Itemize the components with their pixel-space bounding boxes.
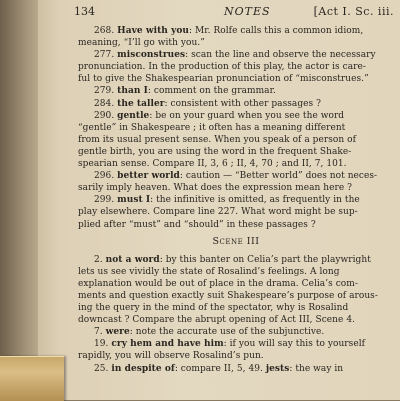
note-term: misconstrues [117, 50, 186, 61]
note-term: must I [117, 195, 151, 206]
note-line [78, 363, 394, 375]
note-line: meaning, “I’ll go with you.” [78, 38, 205, 49]
running-header [72, 5, 394, 21]
note-line [78, 326, 394, 338]
note-term: the taller [117, 98, 165, 109]
note-number: 299. [94, 195, 118, 206]
note-line: from its usual present sense. When you speak of a person of [78, 134, 356, 145]
note-text: : be on your guard when you see the word [149, 110, 345, 121]
note-term: cry hem and have him [111, 339, 224, 350]
note-line: ments and question exactly suit Shakespeare’s purpose of arous- [78, 290, 378, 301]
note-text: : compare II, 5, 49. [174, 363, 266, 374]
note-text: : if you will say this to yourself [223, 339, 366, 350]
note-text: : comment on the grammar. [147, 86, 276, 97]
note-text: : consistent with other passages ? [164, 98, 321, 109]
page-number: 134 [74, 5, 95, 18]
notes-body [78, 25, 394, 375]
note-text: : Mr. Rolfe calls this a common idiom, [189, 26, 364, 36]
notes-act1-scene2 [78, 25, 394, 231]
note-number: 7. [94, 327, 106, 338]
bookmark-ribbon [0, 356, 64, 401]
note-line: rapidly, you will observe Rosalind’s pun. [78, 351, 264, 362]
note-text: : scan the line and observe the necessary [185, 50, 376, 61]
note-term: were [105, 327, 130, 338]
note-line: plied after “must” and “should” in these passages ? [78, 219, 316, 230]
note-line [78, 110, 394, 122]
note-number: 2. [94, 254, 106, 265]
book-page [38, 0, 400, 400]
note-line: lets us see vividly the state of Rosalind’s feelings. A long [78, 266, 340, 277]
scene-heading: Scene III [212, 235, 260, 247]
note-line [78, 85, 394, 97]
note-line: downcast ? Compare the abrupt opening of Act III, Scene 4. [78, 315, 356, 326]
note-number: 268. [94, 26, 118, 36]
note-term: Have with you [117, 26, 190, 36]
note-term: jests [265, 363, 290, 374]
note-term: better world [117, 171, 180, 182]
note-text: : by this banter on Celia’s part the playwright [159, 254, 371, 265]
note-line [78, 98, 394, 110]
note-line: play elsewhere. Compare line 227. What word might be sup- [78, 207, 358, 218]
note-line: ful to give the Shakespearian pronunciation of “misconstrues.” [78, 74, 369, 85]
note-number: 277. [94, 50, 118, 61]
note-line [78, 49, 394, 61]
note-text: : the infinitive is omitted, as frequently in the [150, 195, 360, 206]
note-line [78, 338, 394, 350]
note-term: gentle [117, 110, 150, 121]
note-line: “gentle” in Shakespeare ; it often has a meaning different [78, 122, 346, 133]
note-term: than I [117, 86, 148, 97]
note-number: 279. [94, 86, 118, 97]
note-number: 284. [94, 98, 118, 109]
note-text: : note the accurate use of the subjunctive. [129, 327, 325, 338]
note-text: : caution — “Better world” does not neces- [179, 171, 378, 182]
page-title: NOTES [224, 5, 271, 18]
note-line: pronunciation. In the production of this play, the actor is care- [78, 62, 366, 73]
section-reference: [Act I. Sc. iii. [313, 5, 394, 18]
note-number: 25. [94, 363, 112, 374]
note-line: ing the query in the mind of the spectator, why is Rosalind [78, 303, 349, 314]
note-line [78, 25, 394, 37]
note-line: sarily imply heaven. What does the expression mean here ? [78, 183, 353, 194]
note-text: : the way in [289, 363, 344, 374]
note-term: in despite of [111, 363, 175, 374]
note-line: gentle birth, you are using the word in the frequent Shake- [78, 146, 352, 157]
note-line: spearian sense. Compare II, 3, 6 ; II, 4, 70 ; and II, 7, 101. [78, 159, 347, 170]
note-number: 290. [94, 110, 118, 121]
note-line [78, 194, 394, 206]
note-line: explanation would be out of place in the drama. Celia’s com- [78, 278, 358, 289]
note-term: not a word [105, 254, 160, 265]
book-gutter [0, 0, 38, 400]
note-line [78, 170, 394, 182]
notes-act1-scene3 [78, 254, 394, 375]
note-number: 296. [94, 171, 118, 182]
note-number: 19. [94, 339, 112, 350]
note-line [78, 254, 394, 266]
